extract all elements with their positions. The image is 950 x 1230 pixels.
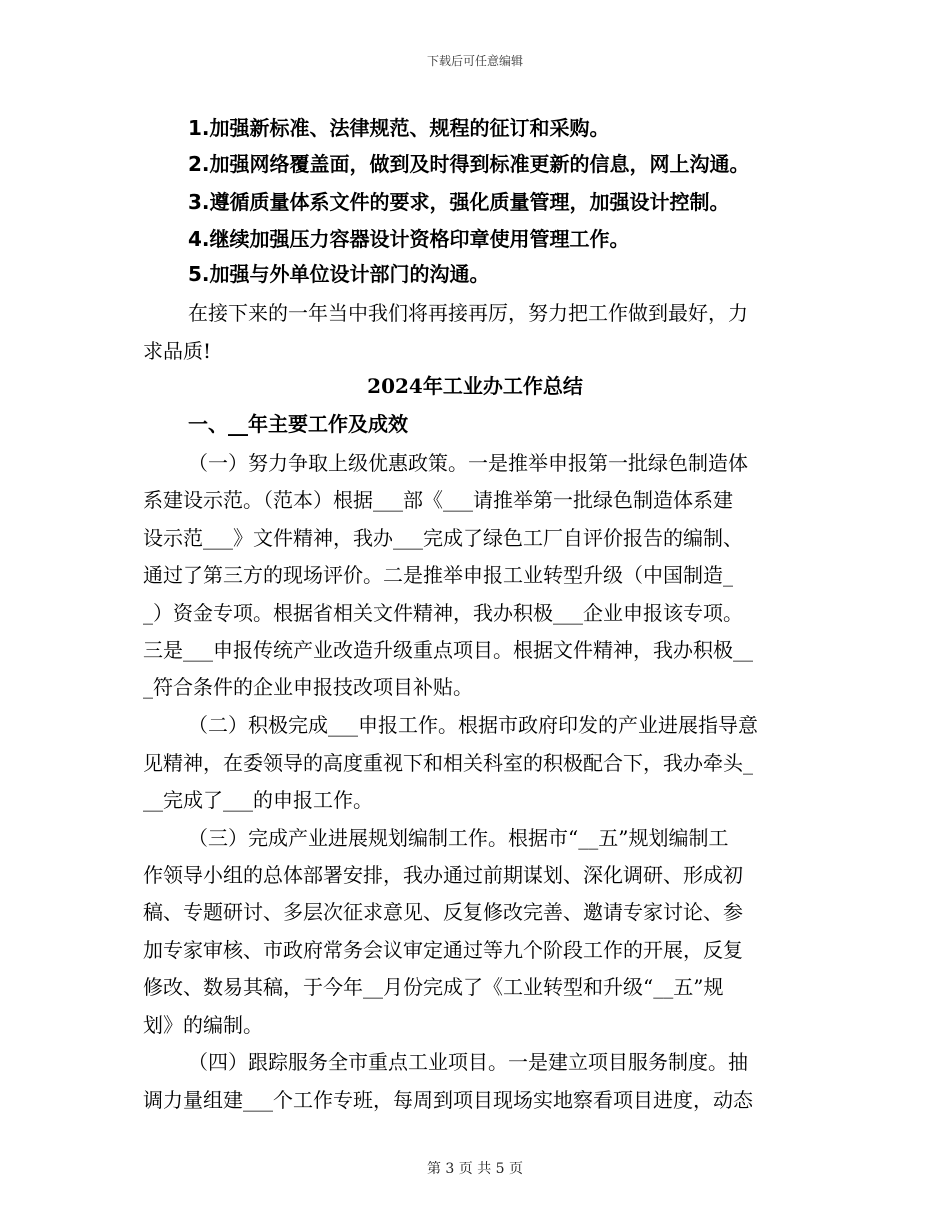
body-line: 系建设示范。（范本）根据___部《___请推举第一批绿色制造体系建 (143, 488, 733, 512)
list-item-3: 3.遵循质量体系文件的要求，强化质量管理，加强设计控制。 (188, 190, 730, 214)
body-line: _）资金专项。根据省相关文件精神，我办积极___企业申报该专项。 (143, 601, 743, 625)
body-line: 修改、数易其稿，于今年__月份完成了《工业转型和升级“__五”规 (143, 975, 724, 999)
list-item-2: 2.加强网络覆盖面，做到及时得到标准更新的信息，网上沟通。 (188, 152, 750, 176)
page-header-note: 下载后可任意编辑 (426, 54, 523, 68)
document-title: 2024年工业办工作总结 (367, 374, 583, 398)
list-item-5: 5.加强与外单位设计部门的沟通。 (188, 262, 490, 286)
body-line: 稿、专题研讨、多层次征求意见、反复修改完善、邀请专家讨论、参 (143, 900, 743, 924)
list-item-4: 4.继续加强压力容器设计资格印章使用管理工作。 (188, 227, 630, 251)
body-line: __完成了___的申报工作。 (143, 788, 373, 812)
body-line: 划》的编制。 (143, 1013, 263, 1037)
body-line: 作领导小组的总体部署安排，我办通过前期谋划、深化调研、形成初 (143, 863, 743, 887)
closing-line-1: 在接下来的一年当中我们将再接再厉，努力把工作做到最好，力 (188, 301, 748, 325)
body-line: 通过了第三方的现场评价。二是推举申报工业转型升级（中国制造_ (143, 563, 733, 587)
body-line: 设示范___》文件精神，我办___完成了绿色工厂自评价报告的编制、 (143, 526, 743, 550)
body-line: 三是___申报传统产业改造升级重点项目。根据文件精神，我办积极__ (143, 638, 753, 662)
list-item-1: 1.加强新标准、法律规范、规程的征订和采购。 (188, 116, 610, 140)
body-line: 见精神，在委领导的高度重视下和相关科室的积极配合下，我办牵头_ (143, 751, 753, 775)
body-line: （四）跟踪服务全市重点工业项目。一是建立项目服务制度。抽 (188, 1050, 748, 1074)
closing-line-2: 求品质! (143, 339, 212, 363)
section-heading: 一、__年主要工作及成效 (188, 412, 408, 436)
body-line: （三）完成产业进展规划编制工作。根据市“__五”规划编制工 (188, 826, 729, 850)
body-line: （一）努力争取上级优惠政策。一是推举申报第一批绿色制造体 (188, 451, 748, 475)
body-line: 加专家审核、市政府常务会议审定通过等九个阶段工作的开展，反复 (143, 938, 743, 962)
body-line: _符合条件的企业申报技改项目补贴。 (143, 675, 473, 699)
page-footer: 第 3 页 共 5 页 (426, 1161, 524, 1177)
body-line: 调力量组建___个工作专班，每周到项目现场实地察看项目进度，动态 (143, 1088, 753, 1112)
body-line: （二）积极完成___申报工作。根据市政府印发的产业进展指导意 (188, 713, 758, 737)
